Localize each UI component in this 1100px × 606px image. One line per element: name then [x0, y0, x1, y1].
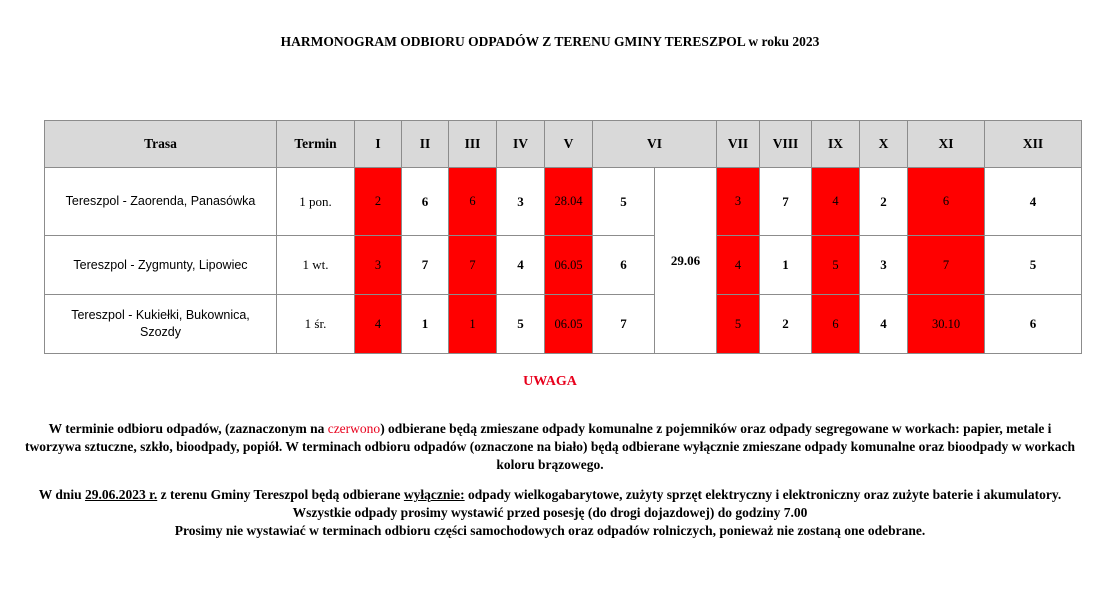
header-month-ii: II	[402, 121, 449, 168]
header-month-viii: VIII	[760, 121, 812, 168]
date-cell: 6	[402, 168, 449, 236]
date-cell-red: 6	[449, 168, 497, 236]
note2-date: 29.06.2023 r.	[84, 487, 158, 502]
header-month-ix: IX	[812, 121, 860, 168]
header-month-iv: IV	[497, 121, 545, 168]
date-cell: 5	[985, 236, 1082, 295]
date-cell: 4	[860, 295, 908, 354]
table-row	[45, 168, 1082, 236]
uwaga-heading: UWAGA	[523, 374, 577, 389]
date-cell: 6	[593, 236, 655, 295]
date-cell-red: 2	[355, 168, 402, 236]
vi-special-date-cell: 29.06	[655, 168, 717, 354]
date-cell: 5	[497, 295, 545, 354]
date-cell-red: 1	[449, 295, 497, 354]
date-cell: 1	[760, 236, 812, 295]
date-cell-red: 5	[717, 295, 760, 354]
note1-text-a: W terminie odbioru odpadów, (zaznaczonym na	[48, 421, 328, 436]
header-month-vii: VII	[717, 121, 760, 168]
header-month-vi: VI	[593, 121, 717, 168]
date-cell-red: 30.10	[908, 295, 985, 354]
table-row	[45, 236, 1082, 295]
note2-line2: Wszystkie odpady prosimy wystawić przed posesję (do drogi dojazdowej) do godziny 7.00	[292, 505, 808, 520]
date-cell-red: 7	[908, 236, 985, 295]
date-cell-red: 3	[355, 236, 402, 295]
note2-line1	[20, 486, 1080, 504]
date-cell: 2	[860, 168, 908, 236]
header-month-x: X	[860, 121, 908, 168]
note1-red-word: czerwono	[327, 421, 381, 436]
date-cell: 1	[402, 295, 449, 354]
date-cell-red: 28.04	[545, 168, 593, 236]
date-cell-red: 7	[449, 236, 497, 295]
date-cell: 7	[760, 168, 812, 236]
note2-mid: z terenu Gminy Tereszpol będą odbierane	[157, 487, 404, 502]
header-month-i: I	[355, 121, 402, 168]
date-cell: 3	[497, 168, 545, 236]
route-cell: Tereszpol - Kukiełki, Bukownica, Szozdy	[45, 295, 277, 354]
term-cell: 1 wt.	[277, 236, 355, 295]
header-month-xii: XII	[985, 121, 1082, 168]
date-cell: 6	[985, 295, 1082, 354]
date-cell: 3	[860, 236, 908, 295]
header-month-xi: XI	[908, 121, 985, 168]
note-red-dates	[20, 420, 1080, 474]
date-cell: 7	[402, 236, 449, 295]
term-cell: 1 śr.	[277, 295, 355, 354]
note1-text-b: ) odbierane będą zmieszane odpady komunalne z pojemników oraz odpady segregowane w workach: papier, metale i tworzywa sztuczne, szkło, bioodpady, popiół. W terminach odbioru odpadów (oznaczone na biało) będą odbierane wyłącznie zmieszane odpady komunalne oraz bioodpady w workach koloru brązowego.	[25, 421, 1075, 472]
term-cell: 1 pon.	[277, 168, 355, 236]
header-trasa: Trasa	[45, 121, 277, 168]
note-special-day	[20, 486, 1080, 540]
date-cell: 2	[760, 295, 812, 354]
header-month-v: V	[545, 121, 593, 168]
date-cell-red: 3	[717, 168, 760, 236]
header-termin: Termin	[277, 121, 355, 168]
route-cell: Tereszpol - Zaorenda, Panasówka	[45, 168, 277, 236]
date-cell: 4	[985, 168, 1082, 236]
note2-lead: W dniu	[38, 487, 85, 502]
date-cell: 5	[593, 168, 655, 236]
header-month-iii: III	[449, 121, 497, 168]
route-cell: Tereszpol - Zygmunty, Lipowiec	[45, 236, 277, 295]
note2-only: wyłącznie:	[403, 487, 465, 502]
date-cell-red: 06.05	[545, 236, 593, 295]
date-cell-red: 6	[812, 295, 860, 354]
date-cell-red: 4	[717, 236, 760, 295]
date-cell: 7	[593, 295, 655, 354]
table-header-row	[45, 121, 1082, 168]
date-cell-red: 6	[908, 168, 985, 236]
schedule-table	[44, 120, 1082, 354]
note2-rest: odpady wielkogabarytowe, zużyty sprzęt elektryczny i elektroniczny oraz zużyte baterie i akumulatory.	[464, 487, 1062, 502]
date-cell-red: 5	[812, 236, 860, 295]
date-cell-red: 4	[355, 295, 402, 354]
note2-line3: Prosimy nie wystawiać w terminach odbioru części samochodowych oraz odpadów rolniczych, ponieważ nie zostaną one odebrane.	[174, 523, 926, 538]
date-cell-red: 06.05	[545, 295, 593, 354]
document-title: HARMONOGRAM ODBIORU ODPADÓW Z TERENU GMINY TERESZPOL w roku 2023	[280, 34, 820, 49]
date-cell-red: 4	[812, 168, 860, 236]
date-cell: 4	[497, 236, 545, 295]
table-row	[45, 295, 1082, 354]
